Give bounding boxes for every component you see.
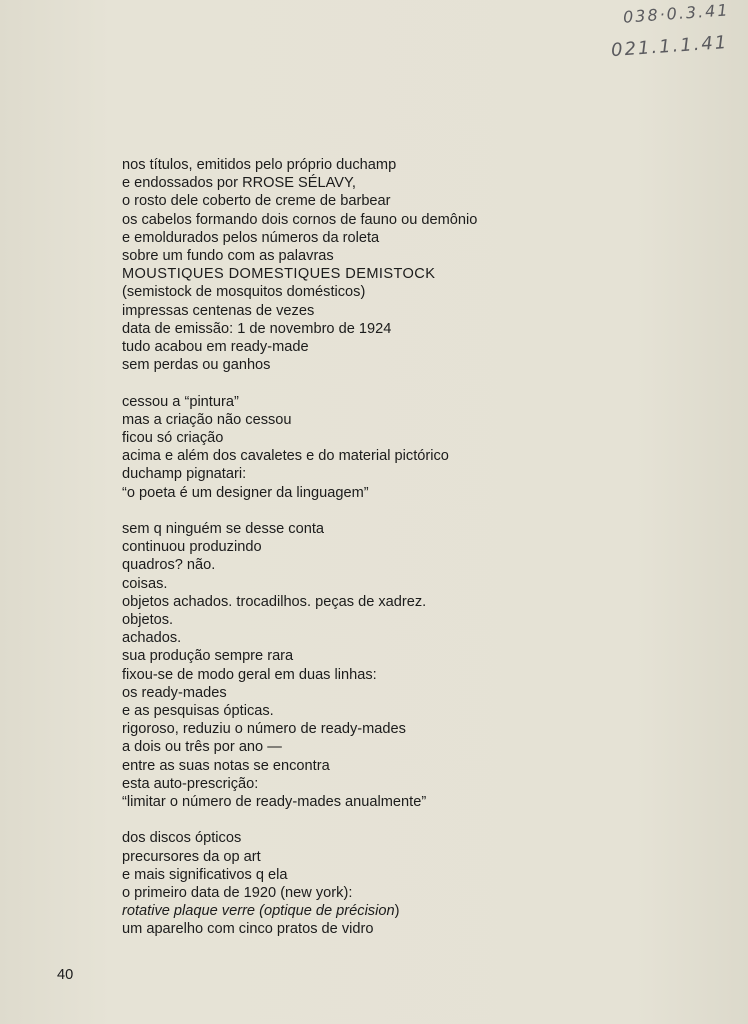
poem-line: precursores da op art: [122, 848, 261, 865]
poem-line: sem q ninguém se desse conta: [122, 521, 324, 538]
poem-line: sem perdas ou ganhos: [122, 357, 271, 374]
poem-line: nos títulos, emitidos pelo próprio duchamp: [122, 157, 397, 173]
poem-line: e emoldurados pelos números da roleta: [122, 229, 380, 246]
poem-line: e mais significativos q ela: [122, 866, 288, 883]
poem-line: (semistock de mosquitos domésticos): [122, 284, 366, 301]
page-number: 40: [57, 967, 74, 983]
poem-line: coisas.: [122, 575, 168, 592]
poem-line-italic-title: [122, 902, 682, 920]
poem-line: dos discos ópticos: [122, 830, 242, 847]
poem-line: um aparelho com cinco pratos de vidro: [122, 921, 374, 938]
poem-line: a dois ou três por ano —: [122, 739, 282, 756]
poem-line: esta auto-prescrição:: [122, 775, 259, 792]
poem-line: sua produção sempre rara: [122, 648, 294, 665]
stanza-1: [122, 156, 682, 374]
poem-line: ficou só criação: [122, 430, 224, 447]
closing-paren: ): [394, 903, 400, 920]
poem-line: “o poeta é um designer da linguagem”: [122, 484, 369, 501]
poem-line: objetos achados. trocadilhos. peças de xadrez.: [122, 593, 427, 610]
poem-line: achados.: [122, 630, 182, 647]
poem-line: quadros? não.: [122, 557, 216, 574]
poem-line: objetos.: [122, 612, 174, 629]
poem-line: e endossados por RROSE SÉLAVY,: [122, 175, 356, 192]
poem-line: o rosto dele coberto de creme de barbear: [122, 193, 391, 210]
poem-line: tudo acabou em ready-made: [122, 339, 309, 356]
poem-text: [122, 156, 682, 939]
poem-line: os ready-mades: [122, 684, 227, 701]
poem-line-caps: MOUSTIQUES DOMESTIQUES DEMISTOCK: [122, 266, 436, 283]
poem-line: continuou produzindo: [122, 539, 262, 556]
archive-code-top: 038·0.3.41: [622, 0, 731, 27]
poem-line: o primeiro data de 1920 (new york):: [122, 885, 353, 902]
poem-line: impressas centenas de vezes: [122, 302, 315, 319]
poem-line: “limitar o número de ready-mades anualmente”: [122, 794, 427, 811]
poem-line: acima e além dos cavaletes e do material pictórico: [122, 448, 449, 465]
poem-line: fixou-se de modo geral em duas linhas:: [122, 666, 377, 683]
poem-line: entre as suas notas se encontra: [122, 757, 330, 774]
poem-line: os cabelos formando dois cornos de fauno ou demônio: [122, 211, 478, 228]
poem-line: mas a criação não cessou: [122, 411, 292, 428]
poem-line: cessou a “pintura”: [122, 393, 239, 410]
archive-code-bottom: 021.1.1.41: [610, 31, 729, 62]
stanza-2: [122, 393, 682, 502]
stanza-3: [122, 520, 682, 811]
poem-line: rigoroso, reduziu o número de ready-mades: [122, 721, 406, 738]
poem-line: sobre um fundo com as palavras: [122, 248, 334, 265]
stanza-4: [122, 829, 682, 938]
artwork-title: rotative plaque verre (optique de précision: [122, 903, 395, 920]
poem-line: duchamp pignatari:: [122, 466, 247, 483]
poem-line: data de emissão: 1 de novembro de 1924: [122, 320, 392, 337]
poem-line: e as pesquisas ópticas.: [122, 703, 274, 720]
